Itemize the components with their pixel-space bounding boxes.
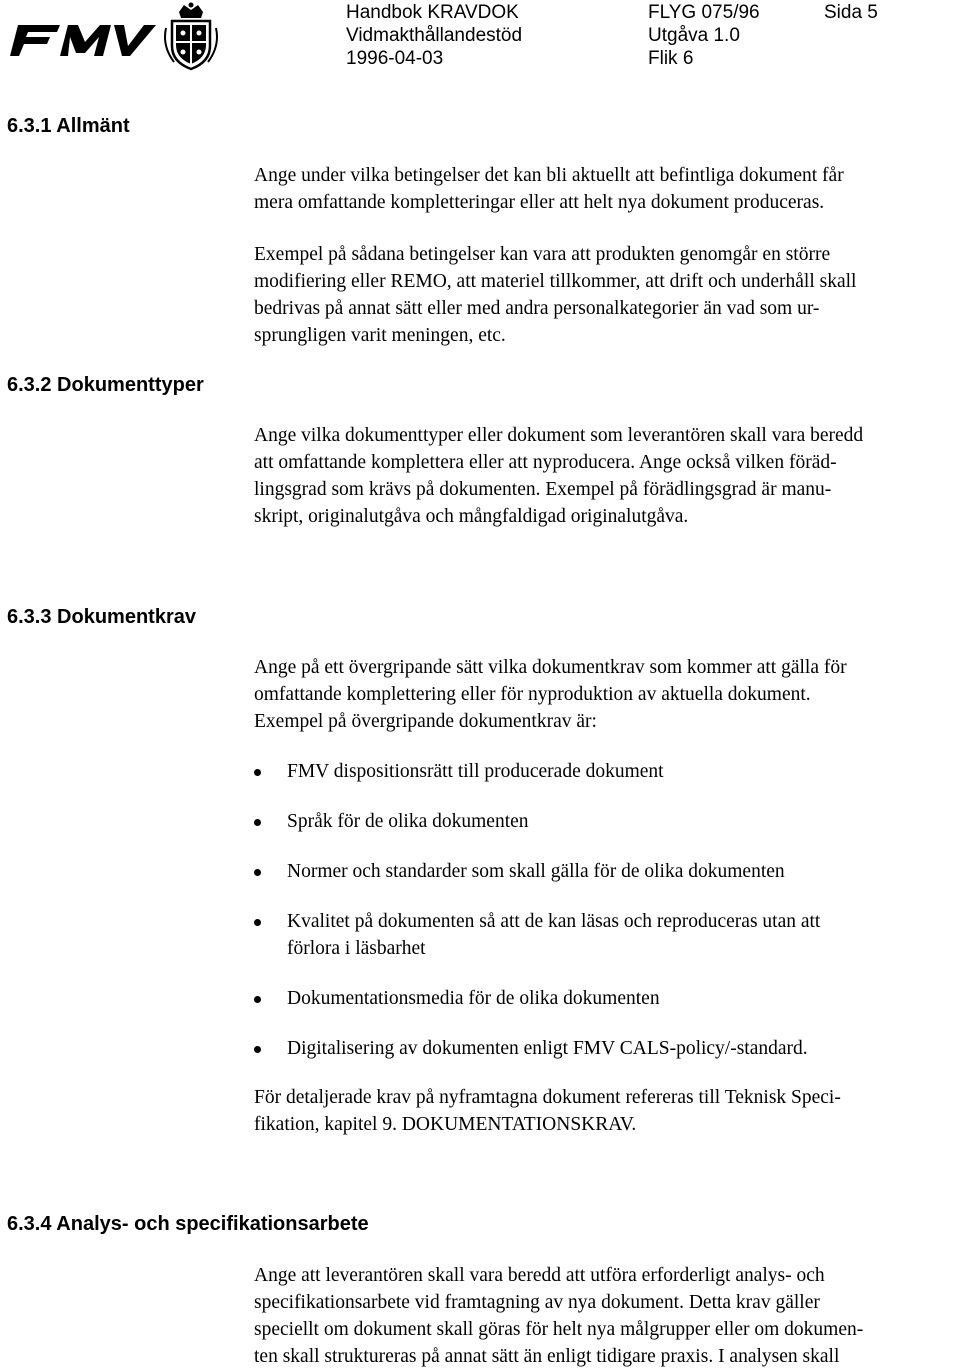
text-line: mera omfattande kompletteringar eller att helt nya dokument produceras.	[254, 192, 825, 213]
header-subtitle: Vidmakthållandestöd	[346, 25, 523, 46]
text-line: Ange vilka dokumenttyper eller dokument som leverantören skall vara beredd	[254, 425, 864, 446]
fmv-wordmark	[10, 22, 160, 58]
header-tab: Flik 6	[648, 48, 694, 69]
text-line: Ange att leverantören skall vara beredd att utföra erforderligt analys- och	[254, 1265, 825, 1286]
text-line: förlora i läsbarhet	[287, 938, 426, 959]
text-line: Exempel på sådana betingelser kan vara att produkten genomgår en större	[254, 244, 831, 265]
bullet-icon	[254, 1046, 261, 1053]
text-line: För detaljerade krav på nyframtagna dokument refereras till Teknisk Speci-	[254, 1087, 841, 1108]
text-line: ten skall struktureras på annat sätt än enligt tidigare praxis. I analysen skall	[254, 1346, 840, 1367]
text-line: fikation, kapitel 9. DOKUMENTATIONSKRAV.	[254, 1114, 637, 1135]
section-heading-634: 6.3.4 Analys- och specifikationsarbete	[7, 1213, 369, 1235]
text-line: Ange på ett övergripande sätt vilka dokumentkrav som kommer att gälla för	[254, 657, 847, 678]
text-line: specifikationsarbete vid framtagning av nya dokument. Detta krav gäller	[254, 1292, 820, 1313]
text-line: sprungligen varit meningen, etc.	[254, 325, 506, 346]
text-line: Kvalitet på dokumenten så att de kan läsas och reproduceras utan att	[287, 911, 821, 932]
header-date: 1996-04-03	[346, 48, 444, 69]
header-doc-number: FLYG 075/96	[648, 2, 760, 23]
text-line: Exempel på övergripande dokumentkrav är:	[254, 711, 597, 732]
text-line: att omfattande komplettera eller att nyproducera. Ange också vilken föräd-	[254, 452, 837, 473]
text-line: Språk för de olika dokumenten	[287, 811, 529, 832]
paragraph-634-1	[254, 1262, 960, 1370]
bullet-icon	[254, 919, 261, 926]
header-doc-title: Handbok KRAVDOK	[346, 2, 519, 23]
text-line: FMV dispositionsrätt till producerade dokument	[287, 761, 664, 782]
bullet-icon	[254, 819, 261, 826]
section-heading-631: 6.3.1 Allmänt	[7, 115, 130, 137]
text-line: skript, originalutgåva och mångfaldigad originalutgåva.	[254, 506, 689, 527]
header-edition: Utgåva 1.0	[648, 25, 740, 46]
text-line: Normer och standarder som skall gälla för de olika dokumenten	[287, 861, 785, 882]
bullet-icon	[254, 769, 261, 776]
text-line: Ange under vilka betingelser det kan bli aktuellt att befintliga dokument får	[254, 165, 844, 186]
paragraph-632-1	[254, 422, 960, 530]
text-line: omfattande komplettering eller för nyproduktion av aktuella dokument.	[254, 684, 811, 705]
text-line: Dokumentationsmedia för de olika dokumenten	[287, 988, 660, 1009]
bullet-icon	[254, 869, 261, 876]
section-heading-632: 6.3.2 Dokumenttyper	[7, 374, 204, 396]
header-page-number: Sida 5	[824, 2, 878, 23]
text-line: lingsgrad som krävs på dokumenten. Exempel på förädlingsgrad är manu-	[254, 479, 832, 500]
paragraph-633-1	[254, 654, 960, 735]
crown-emblem-icon	[162, 2, 220, 72]
text-line: bedrivas på annat sätt eller med andra personalkategorier än vad som ur-	[254, 298, 820, 319]
text-line: modifiering eller REMO, att materiel tillkommer, att drift och underhåll skall	[254, 271, 857, 292]
paragraph-633-2	[254, 1084, 960, 1138]
text-line: Digitalisering av dokumenten enligt FMV CALS-policy/-standard.	[287, 1038, 808, 1059]
paragraph-631-1	[254, 162, 960, 216]
bullet-icon	[254, 996, 261, 1003]
section-heading-633: 6.3.3 Dokumentkrav	[7, 606, 196, 628]
fmv-logo	[10, 22, 160, 58]
text-line: speciellt om dokument skall göras för helt nya målgrupper eller om dokumen-	[254, 1319, 864, 1340]
paragraph-631-2	[254, 241, 960, 349]
